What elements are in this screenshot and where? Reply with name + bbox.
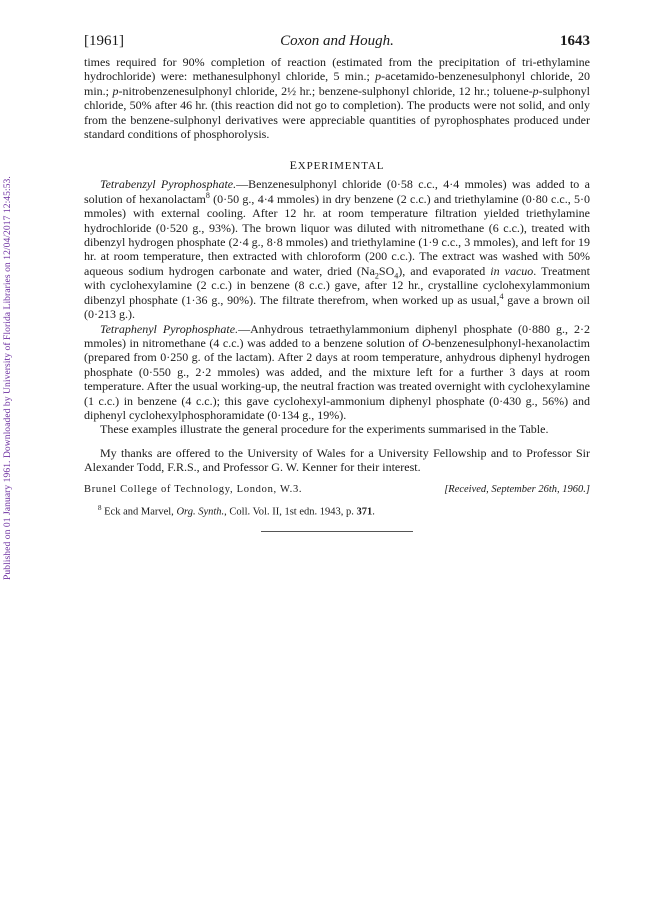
header-authors: Coxon and Hough. (280, 33, 394, 49)
header-page-number: 1643 (560, 33, 590, 49)
paragraph-general-procedure: These examples illustrate the general procedure for the experiments summarised in the Table. (100, 422, 549, 437)
compound-title: Tetraphenyl Pyrophosphate. (100, 321, 239, 336)
received-date: [Received, September 26th, 1960.] (444, 483, 590, 495)
compound-title: Tetrabenzyl Pyrophosphate. (100, 177, 237, 192)
intro-paragraph: times required for 90% completion of reaction (estimated from the precipitation of tri-ethylamine hydrochloride) were: methanesulphonyl chloride, 5 min.; p-acetamido-benzenesulphonyl chloride, 20 min.; p-nitrobenzenesulphonyl chloride, 2½ hr.; benzene-sulphonyl chloride, 12 hr.; toluene-p-sulphonyl chloride, 50% after 46 hr. (this reaction did not go to completion). The products were not solid, and only from the benzene-sulphonyl derivatives were appreciable quantities of pyrophosphates produced under standard conditions of phosphorolysis. (84, 55, 590, 142)
download-watermark (2, 100, 16, 580)
end-rule (261, 531, 413, 532)
header-year: [1961] (84, 33, 124, 49)
download-watermark-text: Published on 01 January 1961. Downloaded by University of Florida Libraries on 12/04/2017 12:45:53. (2, 176, 13, 580)
acknowledgements: My thanks are offered to the University of Wales for a University Fellowship and to Professor Sir Alexander Todd, F.R.S., and Professor G. W. Kenner for their interest. (84, 445, 590, 475)
footnote: $^8$ Eck and Marvel, Org. Synth., Coll. Vol. II, 1st edn. 1943, p. 371. (98, 503, 375, 518)
paragraph-tetrabenzyl-pyrophosphate: Tetrabenzyl Pyrophosphate.—Benzenesulphonyl chloride (0·58 c.c., 4·4 mmoles) was added to a solution of hexanolactam$^8$ (0·50 g., 4·4 mmoles) in dry benzene (2 c.c.) and triethylamine (0·80 c.c., 5·0 mmoles) with external cooling. After 12 hr. at room temperature filtration yielded triethylamine hydrochloride (0·520 g., 93%). The brown liquor was diluted with nitromethane (6 c.c.), treated with dibenzyl hydrogen phosphate (2·4 g., 8·8 mmoles) and triethylamine (1·9 c.c., 3 mmoles), and left for 19 hr. at room temperature, then extracted with chloroform (200 c.c.). The extract was washed with 50% aqueous sodium hydrogen carbonate and water, dried $(Na_2SO_4)$, and evaporated in vacuo. Treatment with cyclohexylamine (2 c.c.) in benzene (8 c.c.) gave, after 12 hr., crystalline cyclohexylammonium dibenzyl phosphate (1·36 g., 90%). The filtrate therefrom, when worked up as usual,$^4$ gave a brown oil (0·213 g.). (84, 177, 590, 322)
running-header (84, 33, 590, 51)
reference-mark: 4 (499, 291, 504, 301)
section-heading-experimental: EXPERIMENTAL (289, 158, 385, 173)
paragraph-tetraphenyl-pyrophosphate: Tetraphenyl Pyrophosphate.—Anhydrous tetraethylammonium diphenyl phosphate (0·880 g., 2·2 mmoles) in nitromethane (4 c.c.) was added to a benzene solution of O-benzenesulphonyl-hexanolactim (prepared from 0·250 g. of the lactam). After 2 days at room temperature, anhydrous diphenyl hydrogen phosphate (0·550 g., 2·2 mmoles) was added, and the mixture left for a further 3 days at room temperature. After the usual working-up, the neutral fraction was treated overnight with cyclohexylamine (1 c.c.) in benzene (4 c.c.); this gave cyclohexyl-ammonium diphenyl phosphate (0·430 g., 56%) and diphenyl cyclohexylphosphoramidate (0·134 g., 19%). (84, 321, 590, 422)
article-body (84, 55, 590, 532)
affiliation: Brunel College of Technology, London, W.3. (84, 483, 303, 495)
reference-mark: 8 (205, 190, 210, 200)
affiliation-line (84, 483, 590, 496)
